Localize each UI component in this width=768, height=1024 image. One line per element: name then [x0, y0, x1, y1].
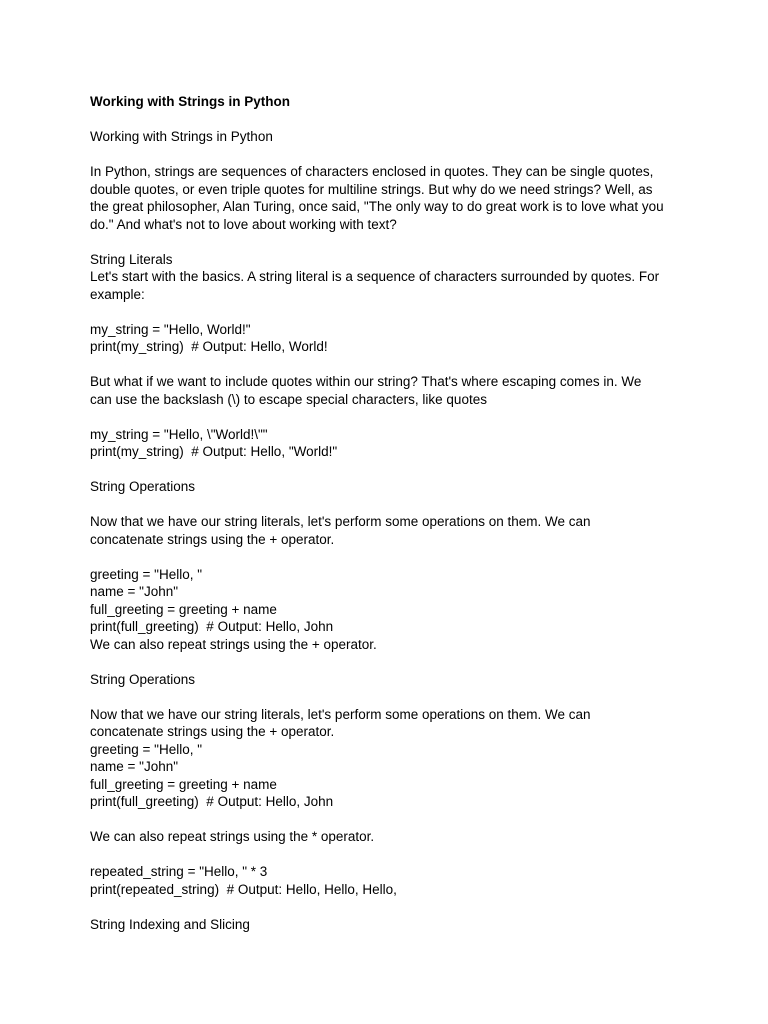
blank-line — [90, 408, 690, 426]
text-line: String Indexing and Slicing — [90, 916, 250, 932]
text-line: Now that we have our string literals, let's perform some operations on them. We can — [90, 514, 591, 529]
blank-line — [90, 846, 690, 864]
text-line: can use the backslash (\) to escape special characters, like quotes — [90, 391, 487, 407]
text-line: We can also repeat strings using the + operator. — [90, 636, 377, 652]
text-line: print(my_string) # Output: Hello, "World!" — [90, 444, 338, 459]
blank-line — [90, 898, 690, 916]
document-page — [90, 93, 690, 933]
text-line: full_greeting = greeting + name — [90, 601, 277, 617]
text-line: Now that we have our string literals, let's perform some operations on them. We can — [90, 706, 591, 722]
text-line: full_greeting = greeting + name — [90, 776, 277, 792]
text-line: my_string = "Hello, \"World!\"" — [90, 426, 268, 442]
text-line: print(full_greeting) # Output: Hello, John — [90, 619, 334, 634]
blank-line — [90, 653, 690, 671]
blank-line — [90, 233, 690, 251]
blank-line — [90, 111, 690, 129]
text-line: We can also repeat strings using the * operator. — [90, 829, 375, 844]
text-line: print(my_string) # Output: Hello, World! — [90, 339, 328, 354]
blank-line — [90, 146, 690, 164]
document-title: Working with Strings in Python — [90, 94, 290, 109]
blank-line — [90, 303, 690, 321]
text-line: In Python, strings are sequences of characters enclosed in quotes. They can be single quotes, — [90, 164, 654, 179]
document-body — [90, 111, 690, 934]
text-line: example: — [90, 286, 145, 302]
text-line: print(full_greeting) # Output: Hello, John — [90, 794, 334, 809]
blank-line — [90, 688, 690, 706]
text-line: concatenate strings using the + operator. — [90, 531, 335, 547]
text-line: String Literals — [90, 251, 173, 267]
text-line: my_string = "Hello, World!" — [90, 321, 251, 337]
text-line: name = "John" — [90, 759, 179, 774]
text-line: But what if we want to include quotes within our string? That's where escaping comes in. We — [90, 374, 642, 389]
blank-line — [90, 461, 690, 479]
blank-line — [90, 496, 690, 514]
text-line: Let's start with the basics. A string literal is a sequence of characters surrounded by quotes. For — [90, 269, 660, 284]
text-line: name = "John" — [90, 584, 179, 599]
text-line: do." And what's not to love about working with text? — [90, 216, 397, 232]
text-line: the great philosopher, Alan Turing, once said, "The only way to do great work is to love what you — [90, 199, 664, 214]
text-line: concatenate strings using the + operator. — [90, 724, 335, 739]
text-line: String Operations — [90, 671, 196, 687]
text-line: greeting = "Hello, " — [90, 741, 203, 757]
text-line: greeting = "Hello, " — [90, 566, 203, 582]
text-line: Working with Strings in Python — [90, 129, 273, 144]
text-line: repeated_string = "Hello, " * 3 — [90, 864, 268, 879]
text-line: String Operations — [90, 479, 196, 494]
text-line: print(repeated_string) # Output: Hello, Hello, Hello, — [90, 881, 397, 897]
text-line: double quotes, or even triple quotes for multiline strings. But why do we need strings? Well, as — [90, 181, 653, 197]
blank-line — [90, 548, 690, 566]
blank-line — [90, 811, 690, 829]
blank-line — [90, 356, 690, 374]
